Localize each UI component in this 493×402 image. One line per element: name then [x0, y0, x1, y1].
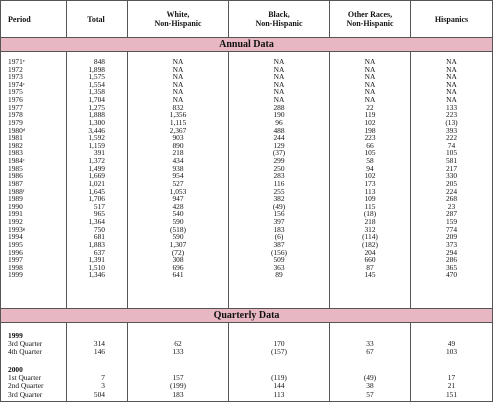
col-header-hispanics: Hispanics [434, 14, 469, 24]
cell-white: 1,053 [169, 186, 187, 196]
cell-white: 540 [172, 209, 184, 219]
cell-white: 183 [172, 389, 184, 399]
cell-total: 750 [93, 224, 105, 234]
cell-black: NA [273, 72, 285, 82]
col-header-black-text: Black, Non-Hispanic [255, 10, 303, 28]
cell-total: 1,372 [88, 156, 105, 166]
cell-period: 1991 [8, 209, 23, 219]
cell-black: 170 [273, 339, 285, 349]
cell-other: 57 [366, 389, 374, 399]
cell-black: 96 [275, 117, 283, 127]
cell-total: 504 [93, 389, 105, 399]
cell-total: 965 [93, 209, 105, 219]
cell-period: 1990 [8, 201, 23, 211]
cell-black: 299 [273, 156, 285, 166]
cell-white: 308 [172, 255, 184, 265]
cell-hispanics: 268 [445, 194, 458, 204]
cell-period: 1972 [8, 64, 23, 74]
cell-other: NA [364, 57, 376, 66]
cell-black: NA [273, 87, 285, 97]
cell-other: 67 [366, 347, 374, 357]
cell-hispanics: 222 [445, 133, 458, 143]
cell-white: 696 [172, 262, 184, 272]
cell-total: 146 [93, 347, 105, 357]
cell-total: 637 [93, 247, 105, 257]
cell-total: 3,446 [88, 125, 105, 135]
cell-total: 1,645 [88, 186, 105, 196]
col-header-other [330, 1, 410, 37]
cell-black: 509 [273, 255, 285, 265]
cell-other: 66 [366, 140, 374, 150]
cell-other: 218 [364, 217, 376, 227]
cell-black: 387 [273, 239, 285, 249]
cell-black: 363 [273, 262, 285, 272]
cell-hispanics: 74 [447, 140, 456, 150]
cell-period: 1979 [8, 117, 23, 127]
cell-black: 397 [273, 217, 285, 227]
cell-hispanics: 103 [445, 347, 458, 357]
cell-period: 1983 [8, 148, 23, 158]
cell-white: NA [172, 57, 184, 66]
cell-hispanics: NA [446, 57, 457, 66]
cell-hispanics: 159 [445, 217, 458, 227]
cell-period: 1996 [8, 247, 23, 257]
cell-black: (157) [270, 347, 287, 357]
cell-other: 113 [364, 186, 376, 196]
cell-white: 903 [172, 133, 184, 143]
cell-hispanics: NA [446, 64, 457, 74]
cell-hispanics: 105 [445, 148, 458, 158]
cell-other: NA [364, 79, 376, 89]
cell-total: 1,888 [88, 110, 105, 120]
cell-other: 105 [364, 148, 376, 158]
cell-white: NA [172, 64, 184, 74]
cell-black: 488 [273, 125, 285, 135]
cell-hispanics: 223 [445, 110, 458, 120]
cell-white: (518) [169, 224, 186, 234]
cell-other: 660 [364, 255, 376, 265]
cell-white: 527 [172, 178, 184, 188]
cell-other: 109 [364, 194, 376, 204]
cell-hispanics: 23 [447, 201, 456, 211]
cell-period: 1985 [8, 163, 23, 173]
cell-hispanics: NA [446, 95, 457, 105]
cell-total: 1,898 [88, 64, 105, 74]
cell-total: 517 [93, 201, 105, 211]
cell-other: 145 [364, 270, 376, 280]
cell-black: (49) [272, 201, 286, 211]
cell-period: 1997 [8, 255, 23, 265]
cell-hispanics: 224 [445, 186, 458, 196]
cell-other: (182) [361, 239, 378, 249]
cell-black: 116 [273, 178, 285, 188]
cell-black: (156) [270, 247, 287, 257]
cell-hispanics: 133 [445, 102, 458, 112]
cell-white: (72) [171, 247, 185, 257]
cell-white: 590 [172, 217, 184, 227]
cell-hispanics: 217 [445, 163, 458, 173]
cell-other: (114) [362, 232, 378, 242]
cell-hispanics: (13) [445, 117, 458, 127]
cell-period: 1981 [8, 133, 23, 143]
cell-other: 115 [364, 201, 376, 211]
cell-white: 428 [172, 201, 184, 211]
cell-hispanics: 209 [445, 232, 458, 242]
cell-black: 255 [273, 186, 285, 196]
cell-black: 156 [273, 209, 285, 219]
cell-total: 391 [93, 148, 105, 158]
cell-period: 1974ᶜ [8, 79, 25, 89]
cell-total: 7 [101, 373, 105, 383]
cell-hispanics: 21 [447, 381, 456, 391]
cell-other: 87 [366, 262, 374, 272]
cell-hispanics: 330 [445, 171, 458, 181]
cell-black: 183 [273, 224, 285, 234]
cell-total: 1,510 [88, 262, 105, 272]
cell-period: 1993ᵍ [8, 224, 26, 234]
cell-black: 190 [273, 110, 285, 120]
cell-period: 1st Quarter [8, 373, 42, 383]
cell-period: 3rd Quarter [8, 339, 43, 349]
cell-total: 1,669 [88, 171, 105, 181]
cell-black: 250 [273, 163, 285, 173]
cell-period: 2nd Quarter [8, 381, 44, 391]
cell-hispanics: 373 [445, 239, 458, 249]
cell-black: NA [273, 64, 285, 74]
cell-period: 1984ᶜ [8, 156, 25, 166]
cell-other: 198 [364, 125, 376, 135]
cell-total: 1,704 [88, 95, 105, 105]
cell-period: 1982 [8, 140, 23, 150]
cell-black: 283 [273, 171, 285, 181]
cell-total: 1,883 [88, 239, 105, 249]
cell-hispanics: 49 [447, 339, 456, 349]
cell-black: 382 [273, 194, 285, 204]
cell-white: 1,115 [169, 117, 187, 127]
cell-total: 1,364 [88, 217, 105, 227]
cell-total: 1,300 [88, 117, 105, 127]
cell-period: 1987 [8, 178, 23, 188]
cell-total: 848 [93, 57, 105, 66]
cell-period: 1988ᶠ [8, 186, 25, 196]
cell-hispanics: NA [446, 79, 457, 89]
cell-period: 1994 [8, 232, 23, 242]
cell-total: 1,159 [88, 140, 105, 150]
cell-total: 1,358 [88, 87, 105, 97]
cell-total: 1,275 [88, 102, 105, 112]
cell-total: 1,391 [88, 255, 105, 265]
cell-period: 1978 [8, 110, 23, 120]
cell-other: (49) [363, 373, 377, 383]
cell-other: 312 [364, 224, 376, 234]
cell-total: 1,592 [88, 133, 105, 143]
cell-white: 641 [172, 270, 184, 280]
cell-total: 314 [93, 339, 105, 349]
cell-hispanics: NA [446, 87, 457, 97]
cell-hispanics: 286 [445, 255, 458, 265]
col-header-period: Period [8, 14, 31, 24]
cell-hispanics: 205 [445, 178, 458, 188]
cell-hispanics: 774 [445, 224, 458, 234]
table-header [1, 1, 492, 37]
cell-white: 1,307 [169, 239, 187, 249]
cell-white: 954 [172, 171, 184, 181]
cell-period: 1971ᵉ [8, 57, 25, 66]
cell-hispanics: 470 [445, 270, 458, 280]
col-header-black [229, 1, 329, 37]
annual-data-band: Annual Data [1, 37, 492, 52]
cell-hispanics: 287 [445, 209, 458, 219]
cell-period: 3rd Quarter [8, 389, 43, 399]
cell-white: NA [172, 87, 184, 97]
cell-white: 832 [172, 102, 184, 112]
cell-period: 1980ᵈ [8, 125, 26, 135]
cell-white: 947 [172, 194, 184, 204]
cell-hispanics: 151 [445, 389, 458, 399]
quarterly-year-label: 1999 [8, 331, 23, 340]
cell-total: 1,575 [88, 72, 105, 82]
cell-white: NA [172, 79, 184, 89]
cell-white: 62 [174, 339, 182, 349]
cell-other: 33 [366, 339, 374, 349]
cell-black: 144 [273, 381, 285, 391]
cell-other: NA [364, 87, 376, 97]
cell-other: 38 [366, 381, 374, 391]
cell-period: 1977 [8, 102, 23, 112]
cell-other: 204 [364, 247, 376, 257]
cell-white: 590 [172, 232, 184, 242]
cell-total: 1,021 [88, 178, 105, 188]
cell-other: (18) [363, 209, 377, 219]
quarterly-year-label: 2000 [8, 365, 23, 374]
cell-black: NA [273, 95, 285, 105]
cell-total: 1,499 [88, 163, 105, 173]
cell-white: 1,356 [169, 110, 187, 120]
cell-total: 1,706 [88, 194, 105, 204]
cell-period: 1973 [8, 72, 23, 82]
cell-black: (37) [272, 148, 286, 158]
cell-black: 288 [273, 102, 285, 112]
cell-other: NA [364, 95, 376, 105]
cell-period: 1976 [8, 95, 23, 105]
cell-hispanics: 393 [445, 125, 458, 135]
cell-period: 1998 [8, 262, 23, 272]
cell-white: NA [172, 72, 184, 82]
cell-white: 890 [172, 140, 184, 150]
cell-period: 1999 [8, 270, 23, 280]
col-header-total: Total [87, 14, 105, 24]
cell-black: 89 [275, 270, 283, 280]
cell-white: NA [172, 95, 184, 105]
cell-other: 22 [366, 102, 374, 112]
cell-black: NA [273, 79, 285, 89]
cell-other: 58 [366, 156, 374, 166]
cell-white: 938 [172, 163, 184, 173]
cell-other: 223 [364, 133, 376, 143]
cell-other: 173 [364, 178, 376, 188]
cell-black: 129 [273, 140, 285, 150]
cell-period: 1975 [8, 87, 23, 97]
col-header-other-text: Other Races, Non-Hispanic [346, 10, 394, 28]
cell-other: NA [364, 64, 376, 74]
cell-other: 94 [366, 163, 374, 173]
cell-period: 1995 [8, 239, 23, 249]
cell-white: 157 [172, 373, 184, 383]
cell-hispanics: 294 [445, 247, 458, 257]
quarterly-data-band: Quarterly Data [1, 308, 492, 323]
cell-hispanics: 17 [447, 373, 456, 383]
cell-black: 244 [273, 133, 285, 143]
cell-black: (119) [271, 373, 287, 383]
cell-white: 434 [172, 156, 184, 166]
cell-white: 2,367 [169, 125, 187, 135]
cell-hispanics: 581 [445, 156, 458, 166]
cell-black: (6) [274, 232, 284, 242]
cell-hispanics: 365 [445, 262, 458, 272]
cell-hispanics: NA [446, 72, 457, 82]
cell-total: 1,346 [88, 270, 105, 280]
cell-total: 3 [101, 381, 105, 391]
col-header-white [128, 1, 228, 37]
cell-other: 102 [364, 117, 376, 127]
cell-other: 102 [364, 171, 376, 181]
cell-period: 1992 [8, 217, 23, 227]
cell-total: 1,554 [88, 79, 105, 89]
cell-other: NA [364, 72, 376, 82]
cell-period: 4th Quarter [8, 347, 42, 357]
cell-white: 218 [172, 148, 184, 158]
col-header-white-text: White, Non-Hispanic [154, 10, 202, 28]
cell-black: NA [273, 57, 285, 66]
cell-total: 681 [93, 232, 105, 242]
cell-white: (199) [169, 381, 186, 391]
cell-black: 113 [273, 389, 285, 399]
cell-period: 1989 [8, 194, 23, 204]
cell-other: 119 [364, 110, 376, 120]
cell-period: 1986 [8, 171, 23, 181]
cell-white: 133 [172, 347, 184, 357]
